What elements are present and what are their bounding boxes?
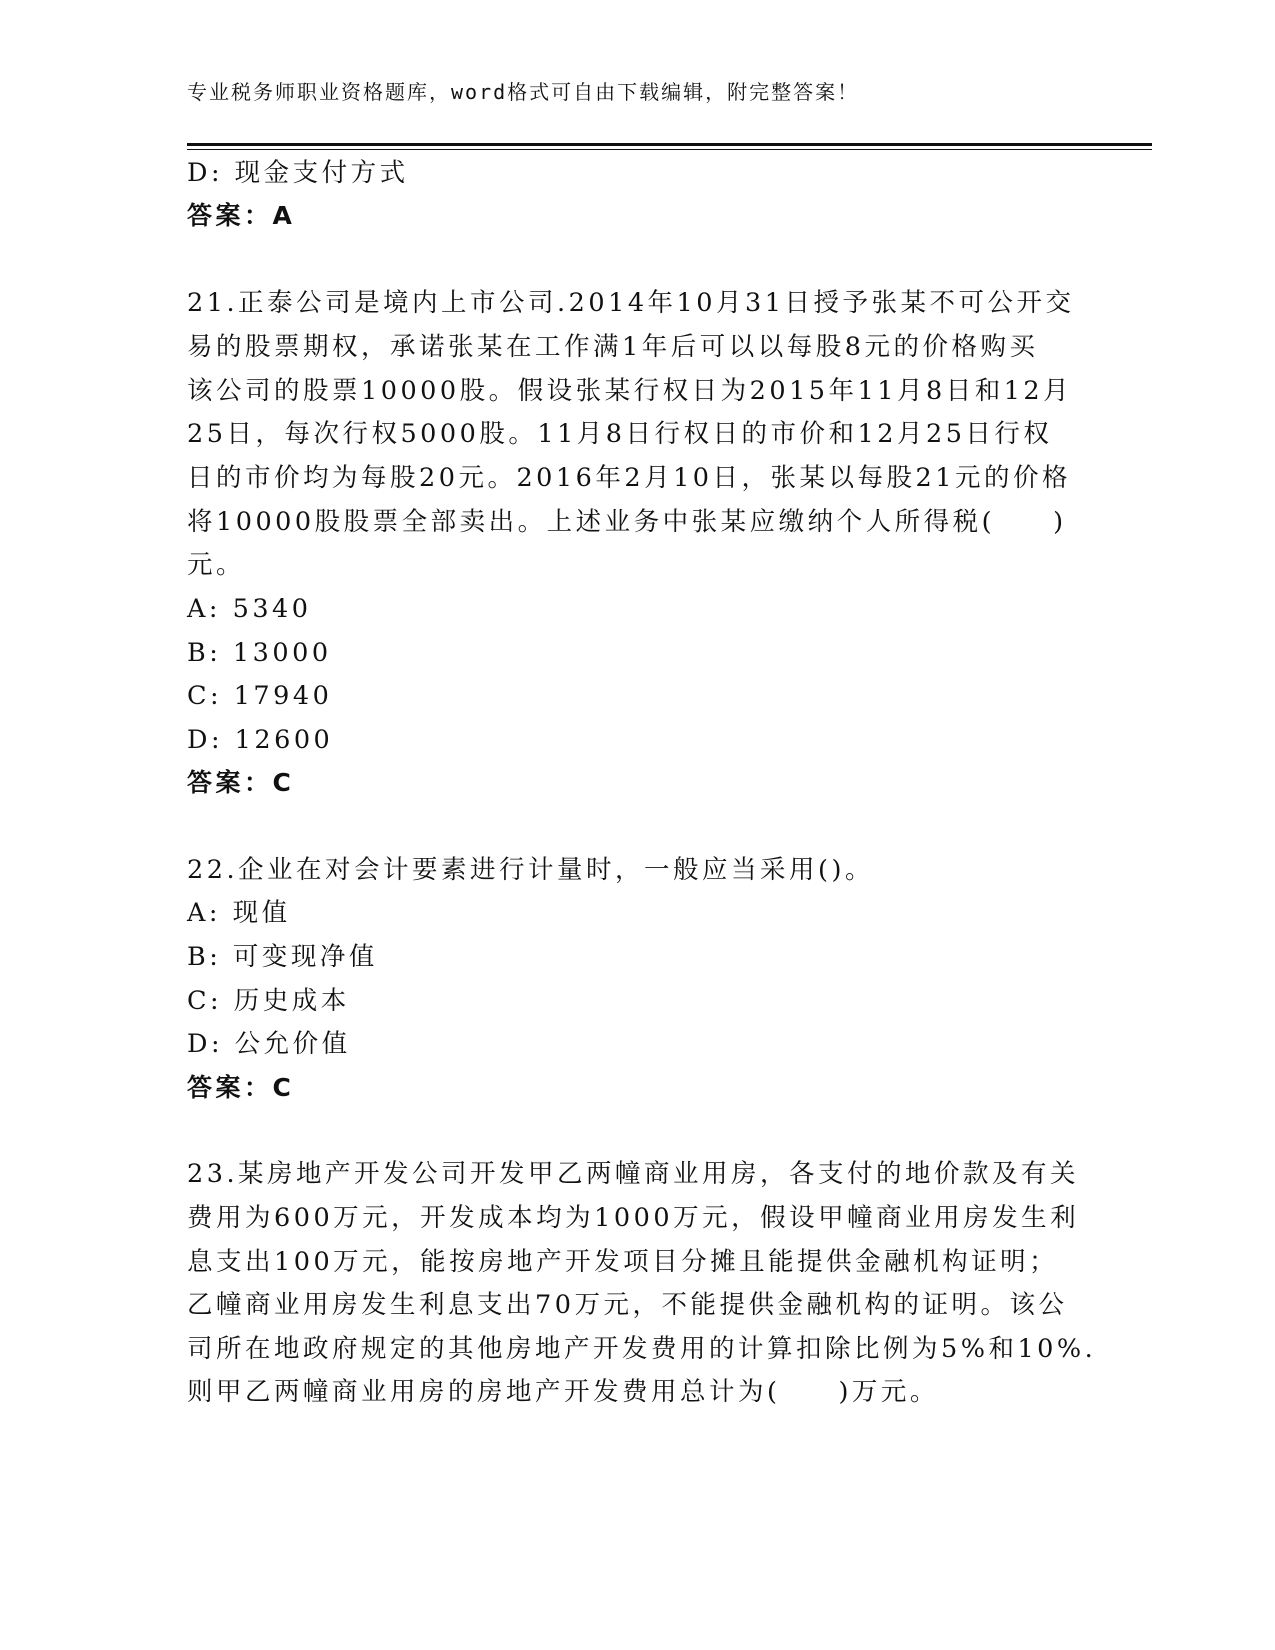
question-23-line: 则甲乙两幢商业用房的房地产开发费用总计为( )万元。 bbox=[187, 1377, 939, 1407]
question-22-option-a: A: 现值 bbox=[187, 898, 291, 928]
question-21-option-a: A: 5340 bbox=[187, 594, 312, 624]
question-23-line: 乙幢商业用房发生利息支出70万元，不能提供金融机构的证明。该公 bbox=[187, 1290, 1068, 1320]
question-23-line: 司所在地政府规定的其他房地产开发费用的计算扣除比例为5%和10%. bbox=[187, 1334, 1097, 1364]
question-23-line: 息支出100万元，能按房地产开发项目分摊且能提供金融机构证明； bbox=[187, 1247, 1059, 1277]
prev-answer: 答案：A bbox=[187, 201, 296, 230]
question-22-option-c: C: 历史成本 bbox=[187, 986, 350, 1016]
question-21-line: 将10000股股票全部卖出。上述业务中张某应缴纳个人所得税( ) bbox=[187, 507, 1067, 537]
question-22-line: 22.企业在对会计要素进行计量时，一般应当采用()。 bbox=[187, 855, 874, 885]
question-21-option-d: D: 12600 bbox=[187, 725, 334, 755]
question-21-answer: 答案：C bbox=[187, 768, 295, 797]
prev-option-d: D: 现金支付方式 bbox=[187, 158, 409, 188]
question-21-option-c: C: 17940 bbox=[187, 681, 333, 711]
question-22-option-d: D: 公允价值 bbox=[187, 1029, 351, 1059]
page-header: 专业税务师职业资格题库，word格式可自由下载编辑，附完整答案！ bbox=[187, 80, 860, 104]
question-21-line: 日的市价均为每股20元。2016年2月10日，张某以每股21元的价格 bbox=[187, 463, 1071, 493]
header-rule bbox=[187, 143, 1152, 146]
question-21-option-b: B: 13000 bbox=[187, 638, 332, 668]
question-21-line: 易的股票期权，承诺张某在工作满1年后可以以每股8元的价格购买 bbox=[187, 332, 1039, 362]
question-21-line: 元。 bbox=[187, 550, 246, 580]
question-23-line: 费用为600万元，开发成本均为1000万元，假设甲幢商业用房发生利 bbox=[187, 1203, 1080, 1233]
question-21-line: 21.正泰公司是境内上市公司.2014年10月31日授予张某不可公开交 bbox=[187, 288, 1075, 318]
question-21-line: 25日，每次行权5000股。11月8日行权日的市价和12月25日行权 bbox=[187, 419, 1053, 449]
question-22-option-b: B: 可变现净值 bbox=[187, 942, 378, 972]
question-22-answer: 答案：C bbox=[187, 1073, 295, 1102]
question-23-line: 23.某房地产开发公司开发甲乙两幢商业用房，各支付的地价款及有关 bbox=[187, 1159, 1080, 1189]
question-21-line: 该公司的股票10000股。假设张某行权日为2015年11月8日和12月 bbox=[187, 376, 1073, 406]
